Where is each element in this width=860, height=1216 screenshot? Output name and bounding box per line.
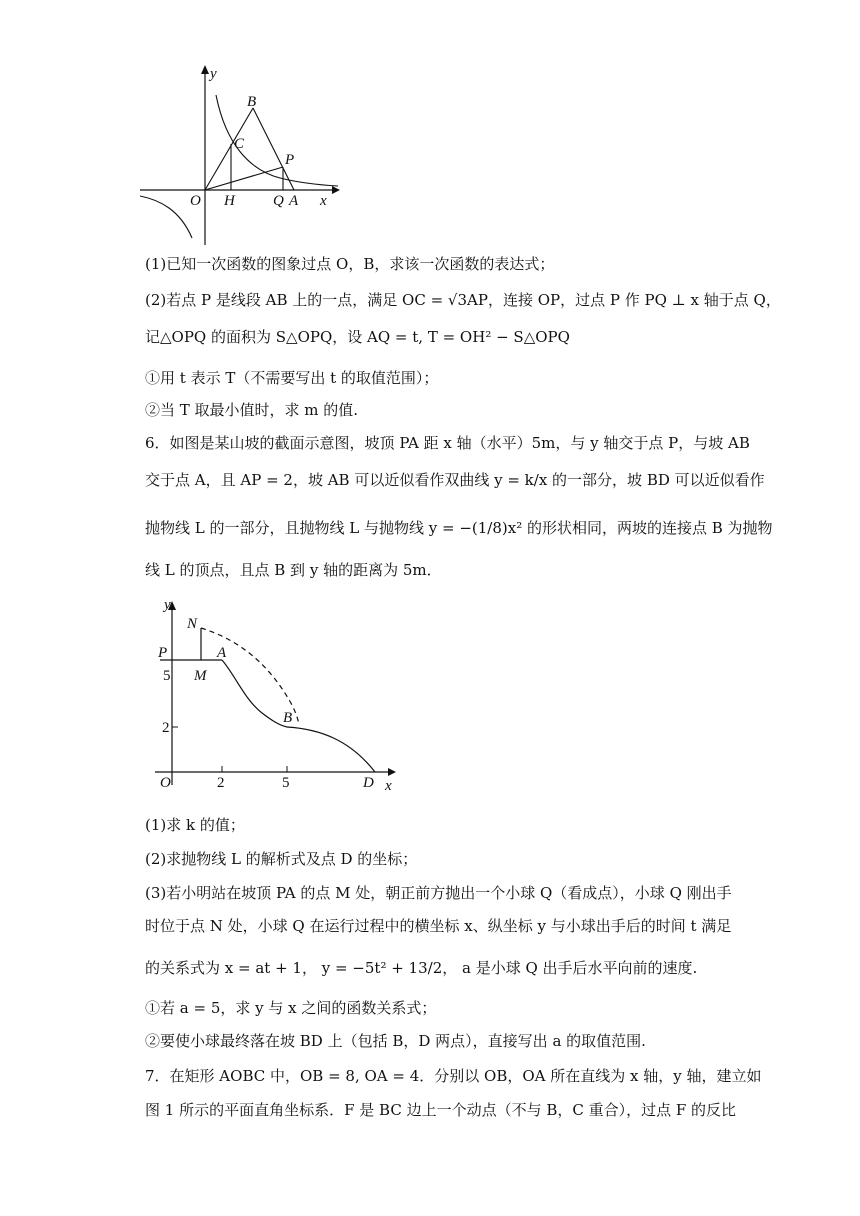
text-line-6: 6．如图是某山坡的截面示意图，坡顶 PA 距 x 轴（水平）5m，与 y 轴交于点 P，与坡 AB <box>145 434 750 452</box>
figure-2-diagram <box>150 595 410 800</box>
fig2-label-x: x <box>385 778 392 794</box>
fig2-label-o: O <box>160 775 171 791</box>
fig1-label-p: P <box>285 152 295 168</box>
text-line-7: 交于点 A，且 AP = 2，坡 AB 可以近似看作双曲线 y = k/x 的一部分，坡 BD 可以近似看作 <box>145 471 765 489</box>
figure-1-diagram <box>140 60 350 250</box>
fig1-label-o: O <box>190 193 201 209</box>
fig1-label-c: C <box>234 136 245 152</box>
fig2-tick-x5: 5 <box>282 775 290 791</box>
text-line-11: (2)求抛物线 L 的解析式及点 D 的坐标； <box>145 850 418 868</box>
text-line-5: ②当 T 取最小值时，求 m 的值. <box>145 401 359 419</box>
text-line-16: ②要使小球最终落在坡 BD 上（包括 B，D 两点），直接写出 a 的取值范围. <box>145 1032 646 1050</box>
text-line-1: (1)已知一次函数的图象过点 O，B，求该一次函数的表达式； <box>145 255 555 273</box>
text-line-9: 线 L 的顶点，且点 B 到 y 轴的距离为 5m． <box>145 561 442 579</box>
fig2-label-n: N <box>187 616 198 632</box>
fig1-label-a: A <box>289 193 299 209</box>
text-line-2: (2)若点 P 是线段 AB 上的一点，满足 OC = √3AP，连接 OP，过点 P 作 PQ ⊥ x 轴于点 Q， <box>145 291 781 309</box>
text-line-8: 抛物线 L 的一部分，且抛物线 L 与抛物线 y = −(1/8)x² 的形状相同，两坡的连接点 B 为抛物 <box>145 519 773 537</box>
text-line-12: (3)若小明站在坡顶 PA 的点 M 处，朝正前方抛出一个小球 Q（看成点），小球 Q 刚出手 <box>145 884 732 902</box>
fig2-label-b: B <box>283 710 293 726</box>
fig2-label-a: A <box>217 645 227 661</box>
fig2-tick-x2: 2 <box>217 775 225 791</box>
fig2-label-d: D <box>363 775 374 791</box>
text-line-14: 的关系式为 x = at + 1， y = −5t² + 13/2， a 是小球 Q 出手后水平向前的速度. <box>145 959 698 977</box>
text-line-15: ①若 a = 5，求 y 与 x 之间的函数关系式； <box>145 999 437 1017</box>
fig1-label-q: Q <box>273 193 284 209</box>
fig1-label-x: x <box>320 193 327 209</box>
fig1-label-y: y <box>210 66 217 82</box>
text-line-3: 记△OPQ 的面积为 S△OPQ，设 AQ = t, T = OH² − S△OPQ <box>145 328 570 346</box>
fig1-label-b: B <box>247 94 257 110</box>
fig2-label-p: P <box>158 645 168 661</box>
text-line-18: 图 1 所示的平面直角坐标系．F 是 BC 边上一个动点（不与 B，C 重合），过点 F 的反比 <box>145 1101 737 1119</box>
fig2-tick-y5: 5 <box>163 668 171 684</box>
text-line-13: 时位于点 N 处，小球 Q 在运行过程中的横坐标 x、纵坐标 y 与小球出手后的时间 t 满足 <box>145 917 732 935</box>
fig2-label-m: M <box>194 668 207 684</box>
fig1-label-h: H <box>224 193 235 209</box>
fig2-tick-y2: 2 <box>162 720 170 736</box>
fig2-label-y: y <box>164 597 171 613</box>
text-line-17: 7．在矩形 AOBC 中，OB = 8, OA = 4．分别以 OB，OA 所在直线为 x 轴，y 轴，建立如 <box>145 1067 762 1085</box>
text-line-10: (1)求 k 的值； <box>145 816 245 834</box>
text-line-4: ①用 t 表示 T（不需要写出 t 的取值范围）； <box>145 369 439 387</box>
